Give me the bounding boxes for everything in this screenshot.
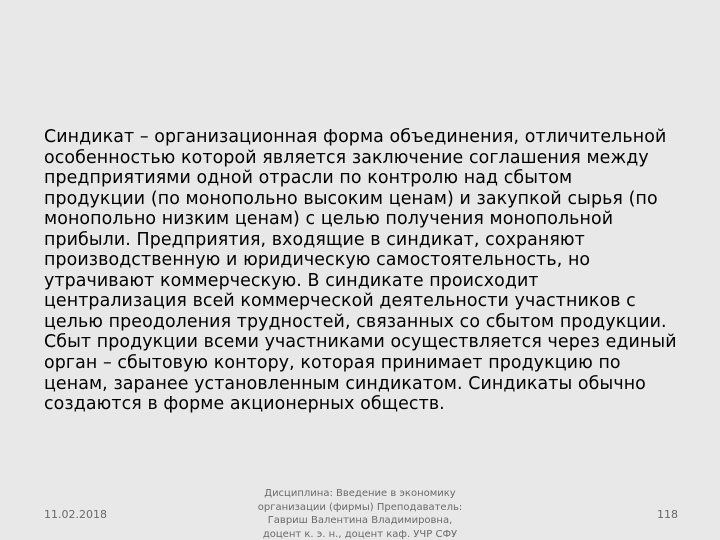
slide-page-number: 118 xyxy=(657,508,678,521)
footer-course-info: Дисциплина: Введение в экономику организации (фирмы) Преподаватель: Гавриш Валентина Владимировна, доцент к. э. н., доцент каф. УЧР СФУ xyxy=(257,488,463,540)
footer-date: 11.02.2018 xyxy=(44,508,107,521)
slide-body-text: Синдикат – организационная форма объединения, отличительной особенностью которой является заключение соглашения между предприятиями одной отрасли по контролю над сбытом продукции (по монопольно высоким ценам) и закупкой сырья (по монопольно низким ценам) с целью получения монопольной прибыли. Предприятия, входящие в синдикат, сохраняют производственную и юридическую самостоятельность, но утрачивают коммерческую. В синдикате происходит централизация всей коммерческой деятельности участников с целью преодоления трудностей, связанных со сбытом продукции. Сбыт продукции всеми участниками осуществляется через единый орган – сбытовую контору, которая принимает продукцию по ценам, заранее установленным синдикатом. Синдикаты обычно создаются в форме акционерных обществ. xyxy=(44,127,677,415)
